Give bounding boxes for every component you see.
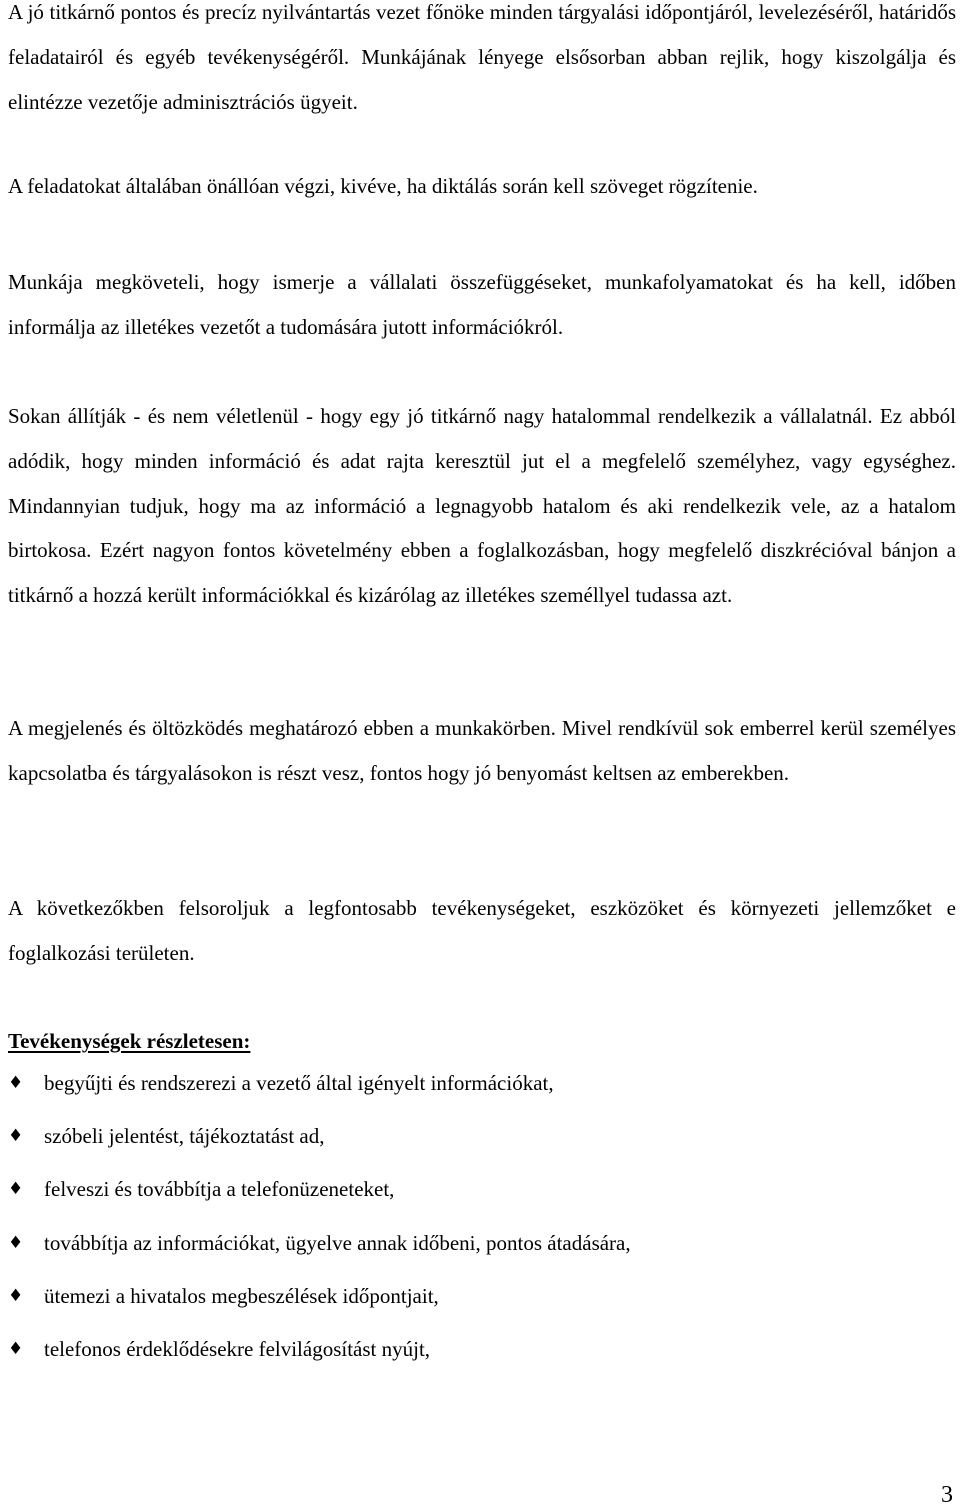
list-item-text: telefonos érdeklődésekre felvilágosítást nyújt,: [44, 1337, 431, 1362]
paragraph-requirements: Munkája megköveteli, hogy ismerje a vállalati összefüggéseket, munkafolyamatokat és ha kell, időben informálja az illetékes vezetőt a tudomására jutott információkról.: [8, 270, 956, 339]
diamond-bullet-icon: ♦: [8, 1285, 24, 1306]
diamond-bullet-icon: ♦: [8, 1072, 24, 1093]
diamond-bullet-icon: ♦: [8, 1339, 24, 1360]
list-item-text: szóbeli jelentést, tájékoztatást ad,: [44, 1123, 325, 1148]
diamond-bullet-icon: ♦: [8, 1125, 24, 1146]
list-item: [8, 1216, 631, 1269]
activity-list: [8, 1056, 631, 1376]
list-item-text: begyűjti és rendszerezi a vezető által igényelt információkat,: [44, 1070, 554, 1095]
paragraph-appearance: A megjelenés és öltözködés meghatározó ebben a munkakörben. Mivel rendkívül sok emberrel kerül személyes kapcsolatba és tárgyalásokon is részt vesz, fontos hogy jó benyomást keltsen az emberekben.: [8, 716, 956, 785]
diamond-bullet-icon: ♦: [8, 1179, 24, 1200]
section-heading-text: Tevékenységek részletesen:: [8, 1029, 251, 1053]
paragraph-overview: A következőkben felsoroljuk a legfontosabb tevékenységeket, eszközöket és környezeti jellemzőket e foglalkozási területen.: [8, 896, 956, 965]
list-item: [8, 1056, 631, 1109]
page-number: 3: [941, 1482, 953, 1508]
diamond-bullet-icon: ♦: [8, 1232, 24, 1253]
list-item: [8, 1269, 631, 1322]
list-item-text: ütemezi a hivatalos megbeszélések időpontjait,: [44, 1283, 439, 1308]
list-item-text: felveszi és továbbítja a telefonüzeneteket,: [44, 1177, 395, 1202]
paragraph-intro: A jó titkárnő pontos és precíz nyilvántartás vezet főnöke minden tárgyalási időpontjáról, levelezéséről, határidős feladatairól és egyéb tevékenységéről. Munkájának lényege elsősorban abban rejlik, hogy kiszolgálja és elintézze vezetője adminisztrációs ügyeit.: [8, 0, 956, 114]
paragraph-power: Sokan állítják - és nem véletlenül - hogy egy jó titkárnő nagy hatalommal rendelkezik a vállalatnál. Ez abból adódik, hogy minden információ és adat rajta keresztül jut el a megfelelő személyhez, vagy egységhez. Mindannyian tudjuk, hogy ma az információ a legnagyobb hatalom és aki rendelkezik vele, az a hatalom birtokosa. Ezért nagyon fontos követelmény ebben a foglalkozásban, hogy megfelelő diszkrécióval bánjon a titkárnő a hozzá került információkkal és kizárólag az illetékes személlyel tudassa azt.: [8, 404, 956, 608]
section-heading: [8, 1027, 250, 1055]
paragraph-tasks: A feladatokat általában önállóan végzi, kivéve, ha diktálás során kell szöveget rögzítenie.: [8, 174, 758, 198]
list-item-text: továbbítja az információkat, ügyelve annak időbeni, pontos átadására,: [44, 1230, 631, 1255]
list-item: [8, 1109, 631, 1162]
list-item: [8, 1163, 631, 1216]
list-item: [8, 1322, 631, 1375]
